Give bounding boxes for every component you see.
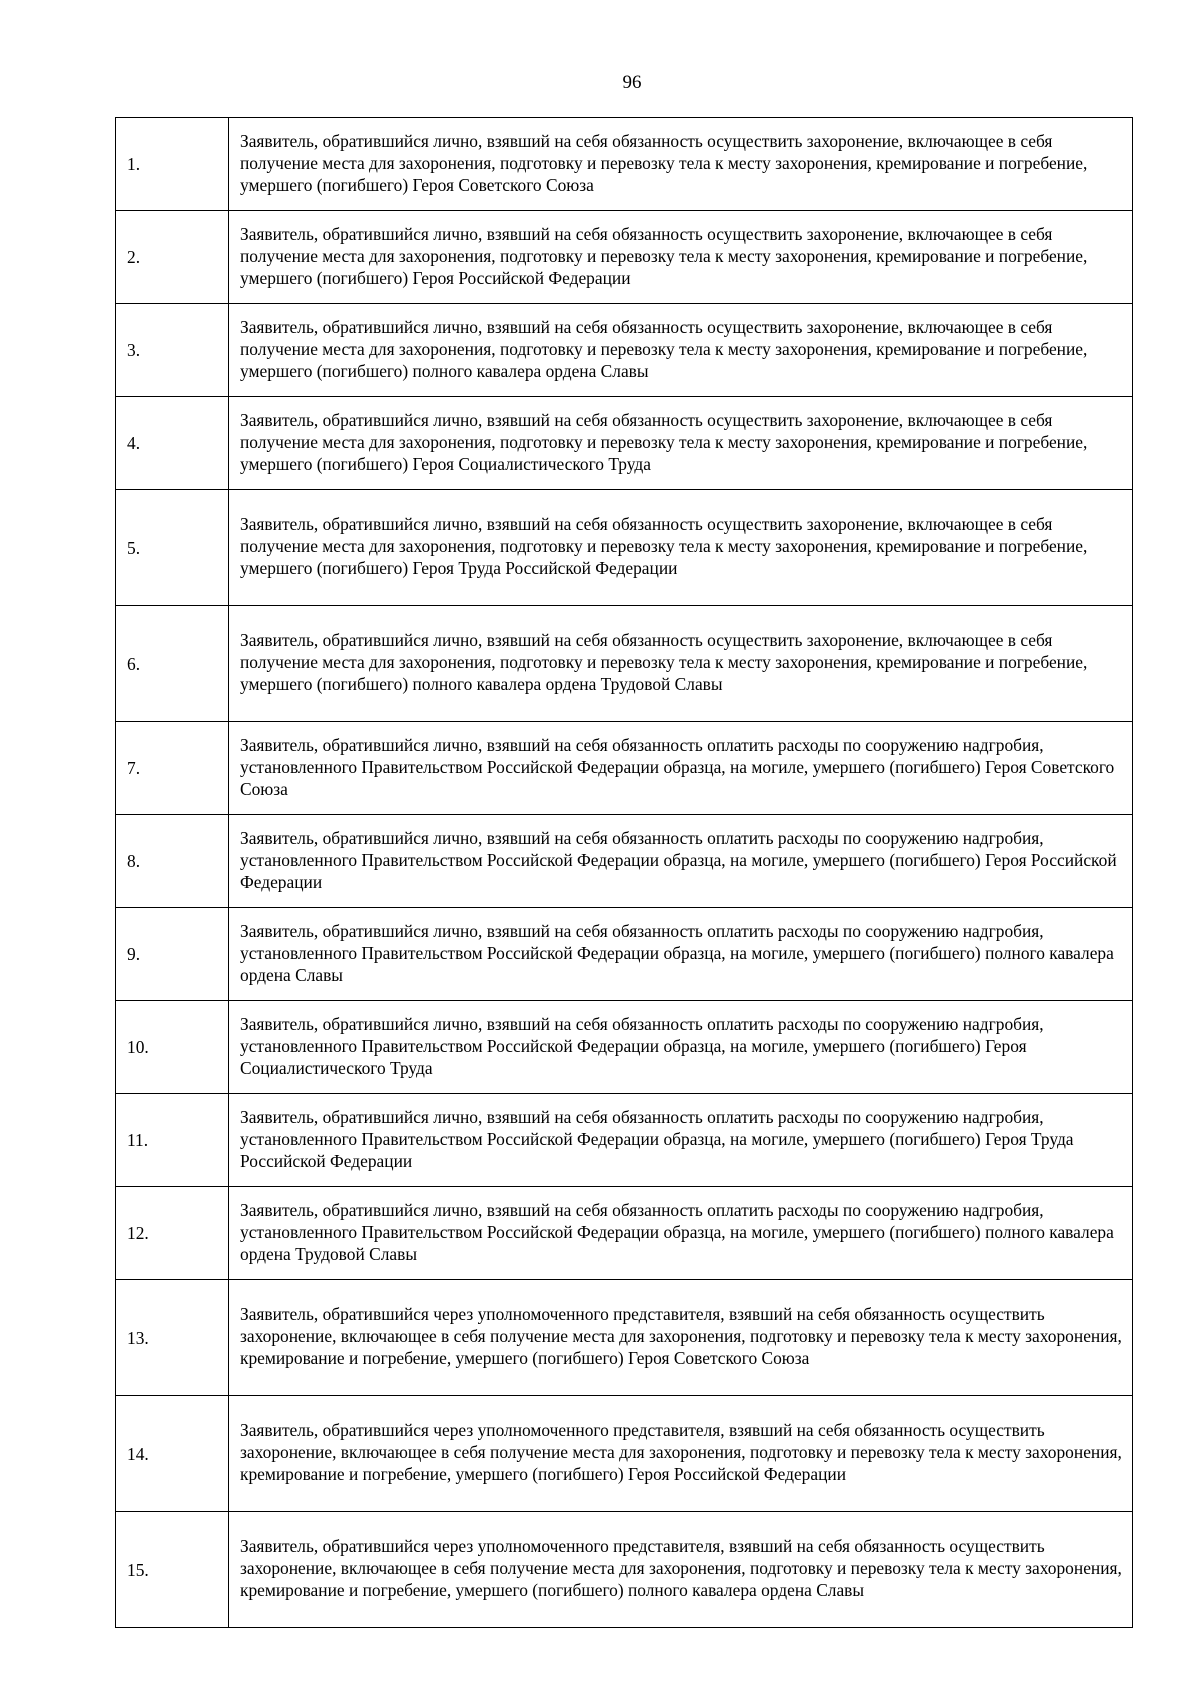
row-number: 13. (116, 1280, 229, 1396)
table-row (116, 397, 1133, 490)
row-text: Заявитель, обратившийся лично, взявший на себя обязанность оплатить расходы по сооружению надгробия, установленного Правительством Российской Федерации образца, на могиле, умершего (погибшего) Героя Российской Федерации (229, 815, 1133, 908)
row-number: 5. (116, 490, 229, 606)
document-table (115, 117, 1133, 1628)
table-row (116, 118, 1133, 211)
row-number: 2. (116, 211, 229, 304)
row-number: 3. (116, 304, 229, 397)
row-text: Заявитель, обратившийся через уполномоченного представителя, взявший на себя обязанность осуществить захоронение, включающее в себя получение места для захоронения, подготовку и перевозку тела к месту захоронения, кремирование и погребение, умершего (погибшего) Героя Советского Союза (229, 1280, 1133, 1396)
row-number: 4. (116, 397, 229, 490)
row-text: Заявитель, обратившийся лично, взявший на себя обязанность оплатить расходы по сооружению надгробия, установленного Правительством Российской Федерации образца, на могиле, умершего (погибшего) Героя Советского Союза (229, 722, 1133, 815)
row-number: 12. (116, 1187, 229, 1280)
table-row (116, 1094, 1133, 1187)
row-number: 15. (116, 1512, 229, 1628)
row-number: 7. (116, 722, 229, 815)
row-text: Заявитель, обратившийся лично, взявший на себя обязанность осуществить захоронение, включающее в себя получение места для захоронения, подготовку и перевозку тела к месту захоронения, кремирование и погребение, умершего (погибшего) Героя Труда Российской Федерации (229, 490, 1133, 606)
row-text: Заявитель, обратившийся через уполномоченного представителя, взявший на себя обязанность осуществить захоронение, включающее в себя получение места для захоронения, подготовку и перевозку тела к месту захоронения, кремирование и погребение, умершего (погибшего) полного кавалера ордена Славы (229, 1512, 1133, 1628)
table-row (116, 1396, 1133, 1512)
row-number: 14. (116, 1396, 229, 1512)
table-row (116, 606, 1133, 722)
row-number: 1. (116, 118, 229, 211)
row-text: Заявитель, обратившийся лично, взявший на себя обязанность осуществить захоронение, включающее в себя получение места для захоронения, подготовку и перевозку тела к месту захоронения, кремирование и погребение, умершего (погибшего) Героя Социалистического Труда (229, 397, 1133, 490)
row-text: Заявитель, обратившийся лично, взявший на себя обязанность осуществить захоронение, включающее в себя получение места для захоронения, подготовку и перевозку тела к месту захоронения, кремирование и погребение, умершего (погибшего) полного кавалера ордена Трудовой Славы (229, 606, 1133, 722)
row-number: 9. (116, 908, 229, 1001)
row-number: 8. (116, 815, 229, 908)
table-row (116, 1512, 1133, 1628)
row-number: 11. (116, 1094, 229, 1187)
row-number: 10. (116, 1001, 229, 1094)
table-row (116, 1187, 1133, 1280)
table-row (116, 722, 1133, 815)
row-text: Заявитель, обратившийся лично, взявший на себя обязанность оплатить расходы по сооружению надгробия, установленного Правительством Российской Федерации образца, на могиле, умершего (погибшего) полного кавалера ордена Трудовой Славы (229, 1187, 1133, 1280)
table-row (116, 1280, 1133, 1396)
page-number: 96 (622, 72, 642, 93)
table-row (116, 304, 1133, 397)
row-number: 6. (116, 606, 229, 722)
table-row (116, 815, 1133, 908)
table-row (116, 908, 1133, 1001)
row-text: Заявитель, обратившийся лично, взявший на себя обязанность осуществить захоронение, включающее в себя получение места для захоронения, подготовку и перевозку тела к месту захоронения, кремирование и погребение, умершего (погибшего) полного кавалера ордена Славы (229, 304, 1133, 397)
table-row (116, 1001, 1133, 1094)
row-text: Заявитель, обратившийся лично, взявший на себя обязанность осуществить захоронение, включающее в себя получение места для захоронения, подготовку и перевозку тела к месту захоронения, кремирование и погребение, умершего (погибшего) Героя Российской Федерации (229, 211, 1133, 304)
row-text: Заявитель, обратившийся лично, взявший на себя обязанность оплатить расходы по сооружению надгробия, установленного Правительством Российской Федерации образца, на могиле, умершего (погибшего) полного кавалера ордена Славы (229, 908, 1133, 1001)
row-text: Заявитель, обратившийся через уполномоченного представителя, взявший на себя обязанность осуществить захоронение, включающее в себя получение места для захоронения, подготовку и перевозку тела к месту захоронения, кремирование и погребение, умершего (погибшего) Героя Российской Федерации (229, 1396, 1133, 1512)
table-row (116, 490, 1133, 606)
row-text: Заявитель, обратившийся лично, взявший на себя обязанность оплатить расходы по сооружению надгробия, установленного Правительством Российской Федерации образца, на могиле, умершего (погибшего) Героя Социалистического Труда (229, 1001, 1133, 1094)
row-text: Заявитель, обратившийся лично, взявший на себя обязанность оплатить расходы по сооружению надгробия, установленного Правительством Российской Федерации образца, на могиле, умершего (погибшего) Героя Труда Российской Федерации (229, 1094, 1133, 1187)
row-text: Заявитель, обратившийся лично, взявший на себя обязанность осуществить захоронение, включающее в себя получение места для захоронения, подготовку и перевозку тела к месту захоронения, кремирование и погребение, умершего (погибшего) Героя Советского Союза (229, 118, 1133, 211)
table-row (116, 211, 1133, 304)
